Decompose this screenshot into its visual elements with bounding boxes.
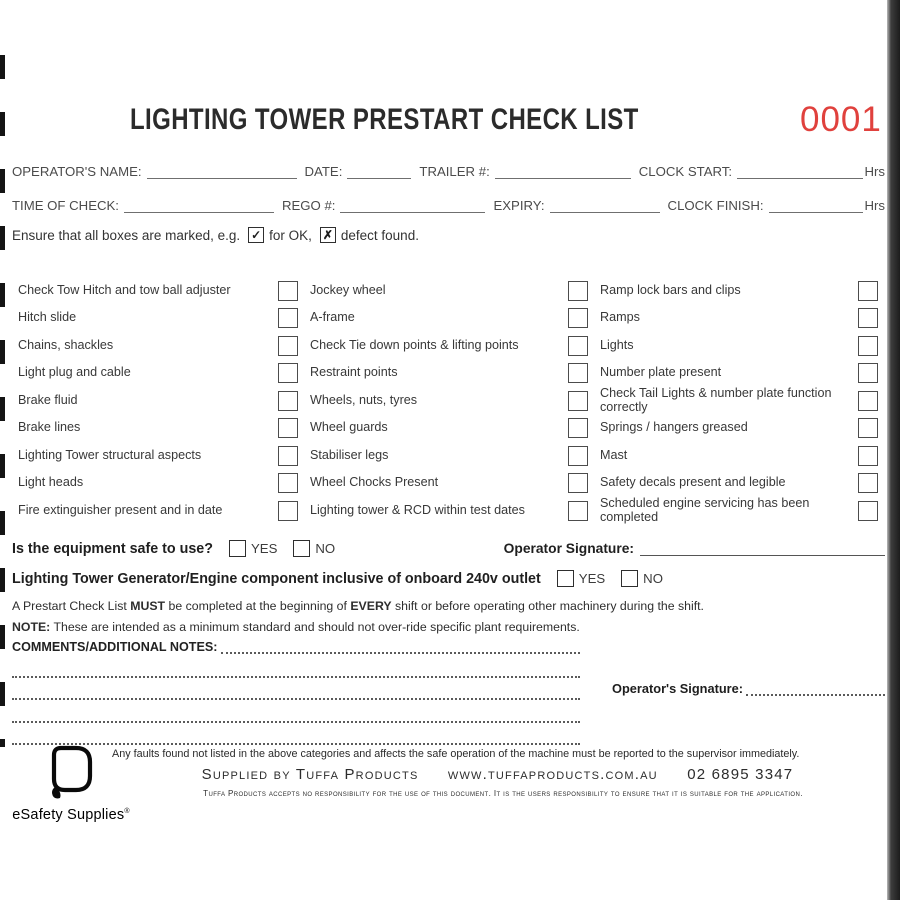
bottom-operator-signature-label: Operator's Signature: xyxy=(612,681,744,696)
rego-number-input-line[interactable] xyxy=(340,197,485,213)
marking-instruction xyxy=(12,227,419,243)
prestart-text-every: EVERY xyxy=(350,599,392,613)
checklist-item-label: Number plate present xyxy=(600,365,722,380)
binding-perforation-marks xyxy=(0,55,5,747)
safe-yes-checkbox[interactable] xyxy=(229,540,246,557)
prestart-text-part: shift or before operating other machinery during the shift. xyxy=(391,599,704,613)
trailer-number-label: TRAILER #: xyxy=(419,164,490,179)
equipment-safe-question: Is the equipment safe to use? xyxy=(12,540,213,557)
note-text: These are intended as a minimum standard and should not over-ride specific plant requirements. xyxy=(53,620,580,634)
checklist-item xyxy=(588,470,878,498)
generator-yes-checkbox[interactable] xyxy=(557,570,574,587)
instruction-defect-text: defect found. xyxy=(340,227,419,243)
generator-no-label: NO xyxy=(643,571,663,586)
supplier-phone: 02 6895 3347 xyxy=(687,766,794,783)
generator-question: Lighting Tower Generator/Engine component inclusive of onboard 240v outlet xyxy=(12,570,541,587)
checklist-item-label: Ramps xyxy=(600,310,640,325)
checklist-item-label: Check Tow Hitch and tow ball adjuster xyxy=(18,282,231,297)
checklist-item xyxy=(588,332,878,360)
clock-start-input-line[interactable] xyxy=(737,163,863,179)
operators-name-label: OPERATOR'S NAME: xyxy=(12,164,142,179)
checklist-item-label: Stabiliser legs xyxy=(310,447,389,462)
checklist-item xyxy=(588,305,878,333)
esafety-supplies-logo xyxy=(2,744,140,823)
checklist-item xyxy=(298,387,588,415)
checkbox[interactable] xyxy=(568,418,588,438)
checkbox[interactable] xyxy=(278,391,298,411)
expiry-input-line[interactable] xyxy=(550,197,660,213)
supplier-line xyxy=(110,766,885,783)
checkbox[interactable] xyxy=(278,473,298,493)
crossed-box-example-icon: ✗ xyxy=(320,227,336,243)
form-title: LIGHTING TOWER PRESTART CHECK LIST xyxy=(130,103,639,136)
checkbox[interactable] xyxy=(278,501,298,521)
checklist-item xyxy=(298,360,588,388)
checklist-item xyxy=(588,497,878,525)
checkbox[interactable] xyxy=(278,418,298,438)
prestart-text-must: MUST xyxy=(130,599,166,613)
prestart-text-part: A Prestart Check List xyxy=(12,599,131,613)
checklist-item xyxy=(18,277,298,305)
checklist-item-label: Chains, shackles xyxy=(18,337,114,352)
checkbox[interactable] xyxy=(858,308,878,328)
checkbox[interactable] xyxy=(278,336,298,356)
comments-label: COMMENTS/ADDITIONAL NOTES: xyxy=(12,640,218,654)
date-label: DATE: xyxy=(304,164,343,179)
checklist-item xyxy=(18,360,298,388)
comments-line[interactable] xyxy=(12,686,580,700)
checklist-grid xyxy=(18,277,878,525)
checkbox[interactable] xyxy=(858,473,878,493)
clock-finish-hrs-label: Hrs xyxy=(864,198,885,213)
checklist-item xyxy=(588,415,878,443)
checklist-item-label: Brake fluid xyxy=(18,392,78,407)
checklist-item-label: Mast xyxy=(600,447,628,462)
checklist-item xyxy=(18,442,298,470)
checkbox[interactable] xyxy=(568,473,588,493)
checklist-item-label: Light heads xyxy=(18,475,84,490)
operator-signature-line[interactable] xyxy=(640,542,885,556)
checklist-item-label: Brake lines xyxy=(18,420,81,435)
comments-line[interactable] xyxy=(12,731,580,745)
checklist-item-label: Scheduled engine servicing has been completed xyxy=(600,496,810,524)
checklist-item xyxy=(18,470,298,498)
checklist-item xyxy=(588,387,878,415)
instruction-ok-text: for OK, xyxy=(269,227,312,243)
comments-input-line[interactable] xyxy=(221,640,580,654)
checklist-item xyxy=(298,415,588,443)
operators-name-input-line[interactable] xyxy=(147,163,297,179)
esafety-logo-text xyxy=(2,807,140,823)
checklist-item xyxy=(588,360,878,388)
generator-yes-label: YES xyxy=(578,571,606,586)
checklist-item-label: Restraint points xyxy=(310,365,398,380)
comments-line[interactable] xyxy=(12,709,580,723)
checkbox[interactable] xyxy=(568,336,588,356)
checkbox[interactable] xyxy=(858,281,878,301)
checklist-item xyxy=(588,442,878,470)
generator-no-checkbox[interactable] xyxy=(621,570,638,587)
checklist-item xyxy=(298,277,588,305)
faults-notice: Any faults found not listed in the above categories and affects the safe operation of the machine must be reported to the supervisor immediately. xyxy=(112,748,800,760)
checklist-item-label: Fire extinguisher present and in date xyxy=(18,502,223,517)
note-label: NOTE: xyxy=(12,620,51,634)
checklist-item xyxy=(588,277,878,305)
checklist-item-label: Wheel Chocks Present xyxy=(310,475,439,490)
bottom-operator-signature-line[interactable] xyxy=(746,682,885,696)
esafety-logo-icon xyxy=(48,744,94,800)
checklist-item-label: Hitch slide xyxy=(18,310,77,325)
prestart-requirement-text xyxy=(12,599,885,613)
date-input-line[interactable] xyxy=(347,163,411,179)
esafety-logo-wordmark: eSafety Supplies xyxy=(12,807,125,823)
checkbox[interactable] xyxy=(278,281,298,301)
registered-trademark-symbol: ® xyxy=(124,808,130,816)
safe-no-label: NO xyxy=(315,541,336,556)
checklist-item-label: Check Tie down points & lifting points xyxy=(310,337,519,352)
expiry-label: EXPIRY: xyxy=(493,198,545,213)
checklist-item xyxy=(298,332,588,360)
checklist-item-label: Lights xyxy=(600,337,634,352)
page-edge-shadow xyxy=(887,0,900,900)
checkbox[interactable] xyxy=(568,391,588,411)
checked-box-example-icon: ✓ xyxy=(248,227,264,243)
comments-line[interactable] xyxy=(12,664,580,678)
prestart-text-part: be completed at the beginning of xyxy=(165,599,351,613)
checkbox[interactable] xyxy=(858,418,878,438)
clock-start-label: CLOCK START: xyxy=(638,164,733,179)
checkbox[interactable] xyxy=(858,501,878,521)
checklist-item xyxy=(298,442,588,470)
clock-start-hrs-label: Hrs xyxy=(864,164,885,179)
checklist-item-label: Jockey wheel xyxy=(310,282,386,297)
checkbox[interactable] xyxy=(278,308,298,328)
supplier-website: www.tuffaproducts.com.au xyxy=(447,766,658,783)
form-serial-number: 0001 xyxy=(800,100,882,139)
clock-finish-label: CLOCK FINISH: xyxy=(667,198,764,213)
trailer-number-input-line[interactable] xyxy=(495,163,631,179)
checklist-item xyxy=(298,470,588,498)
checkbox[interactable] xyxy=(858,336,878,356)
note-text-line xyxy=(12,620,885,634)
checklist-item-label: Lighting Tower structural aspects xyxy=(18,447,202,462)
checklist-item-label: Wheels, nuts, tyres xyxy=(310,392,418,407)
checkbox[interactable] xyxy=(568,363,588,383)
checklist-item-label: Lighting tower & RCD within test dates xyxy=(310,502,525,517)
checklist-item xyxy=(18,415,298,443)
rego-number-label: REGO #: xyxy=(281,198,336,213)
checklist-item-label: Springs / hangers greased xyxy=(600,420,748,435)
generator-question-row xyxy=(12,570,885,587)
bottom-operator-signature-row xyxy=(612,681,885,696)
supplied-by-text: Supplied by Tuffa Products xyxy=(201,766,419,783)
checklist-item-label: Ramp lock bars and clips xyxy=(600,282,741,297)
checklist-item-label: A-frame xyxy=(310,310,355,325)
checkbox[interactable] xyxy=(568,446,588,466)
time-of-check-label: TIME OF CHECK: xyxy=(12,198,119,213)
checkbox[interactable] xyxy=(568,501,588,521)
checklist-item-label: Check Tail Lights & number plate function correctly xyxy=(600,386,832,414)
checklist-item-label: Light plug and cable xyxy=(18,365,131,380)
checklist-item xyxy=(298,305,588,333)
clock-finish-input-line[interactable] xyxy=(769,197,864,213)
safe-no-checkbox[interactable] xyxy=(293,540,310,557)
checklist-item xyxy=(18,332,298,360)
checkbox[interactable] xyxy=(858,391,878,411)
checklist-item xyxy=(18,305,298,333)
header-row-1 xyxy=(12,163,885,179)
checklist-item-label: Wheel guards xyxy=(310,420,388,435)
checklist-item xyxy=(18,387,298,415)
checkbox[interactable] xyxy=(568,308,588,328)
checklist-item xyxy=(298,497,588,525)
time-of-check-input-line[interactable] xyxy=(124,197,274,213)
comments-row xyxy=(12,640,580,654)
header-row-2 xyxy=(12,197,885,213)
checkbox[interactable] xyxy=(568,281,588,301)
equipment-safe-row xyxy=(12,540,885,557)
checklist-item-label: Safety decals present and legible xyxy=(600,475,786,490)
instruction-text: Ensure that all boxes are marked, e.g. xyxy=(12,227,241,243)
checkbox[interactable] xyxy=(858,363,878,383)
checkbox[interactable] xyxy=(858,446,878,466)
checkbox[interactable] xyxy=(278,446,298,466)
checklist-item xyxy=(18,497,298,525)
operator-signature-label: Operator Signature: xyxy=(503,541,634,556)
checkbox[interactable] xyxy=(278,363,298,383)
safe-yes-label: YES xyxy=(251,541,278,556)
disclaimer-text: Tuffa Products accepts no responsibility for the use of this document. It is the users responsibility to ensure that it is suitable for the application. xyxy=(203,789,803,798)
